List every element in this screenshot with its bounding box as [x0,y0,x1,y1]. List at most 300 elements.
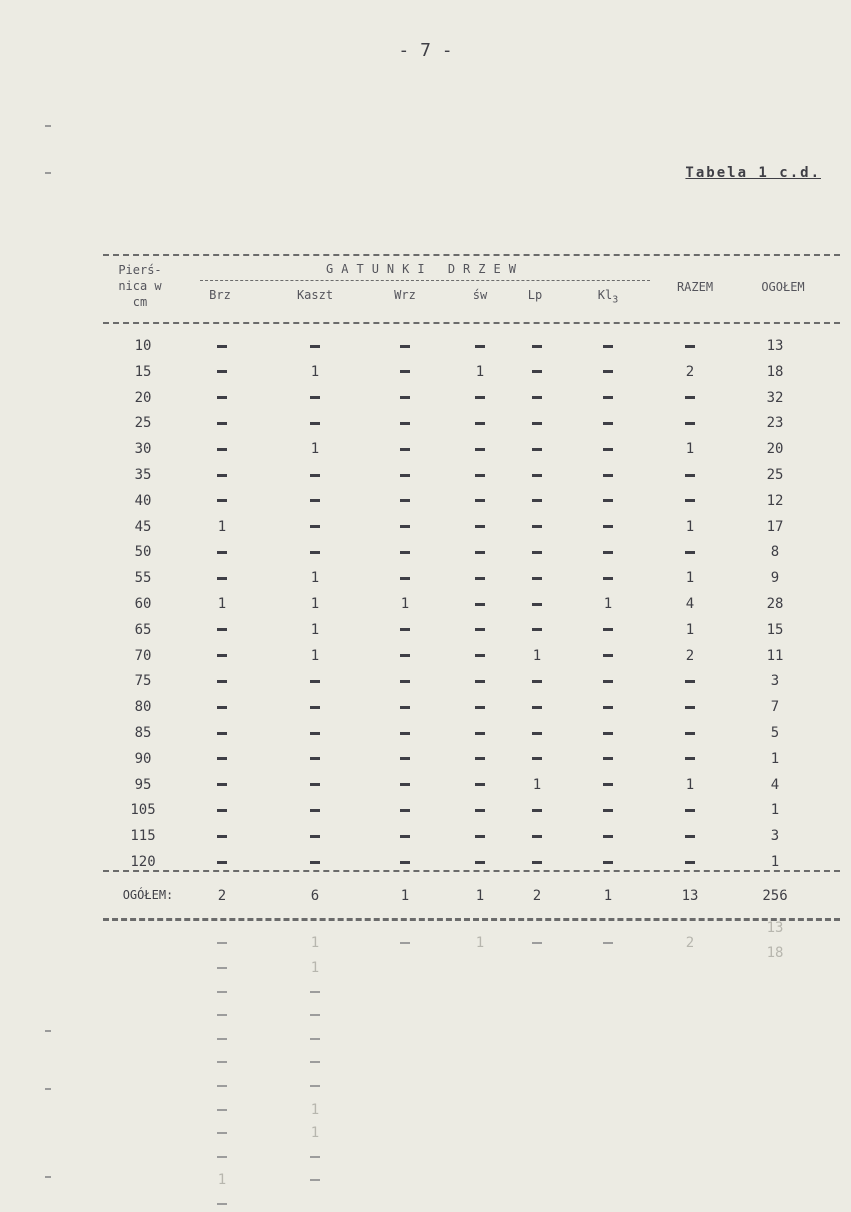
cell-lp [507,854,567,870]
row-diameter: 55 [134,570,152,587]
bleed-through-text [285,984,345,1000]
dash-mark [400,680,410,683]
cell-ogolem: 7 [770,699,780,716]
cell-razem [660,725,720,741]
cell-kaszt [285,519,345,535]
dash-mark [475,551,485,554]
bleed-through-text [578,935,638,951]
dash-mark [475,732,485,735]
cell-wrz [375,751,435,767]
dash-mark [603,551,613,554]
row-diameter: 95 [134,776,152,793]
dash-mark [532,577,542,580]
species-header-sw: św [472,288,488,302]
bleed-through-text [285,1054,345,1070]
dash-mark [532,474,542,477]
cell-razem [660,751,720,767]
cell-ogolem: 17 [766,518,784,535]
dash-mark [532,422,542,425]
cell-wrz [375,493,435,509]
species-header-kl-subscript: 3 [612,294,619,306]
cell-lp [507,364,567,380]
dash-mark [217,1014,227,1016]
dash-mark [217,991,227,993]
bleed-through-text: 18 [766,945,784,961]
cell-razem: 2 [685,363,695,380]
cell-razem [660,493,720,509]
cell-kaszt [285,699,345,715]
cell-kaszt [285,777,345,793]
cell-brz: 1 [217,518,227,535]
dash-mark [685,706,695,709]
cell-wrz [375,570,435,586]
cell-lp [507,570,567,586]
dash-mark [217,1203,227,1205]
species-header-kl [578,288,638,305]
cell-sw [450,622,510,638]
cell-wrz [375,673,435,689]
row-diameter: 40 [134,492,152,509]
cell-razem [660,802,720,818]
cell-sw [450,802,510,818]
cell-kaszt: 1 [310,441,320,458]
dash-mark [217,1085,227,1087]
total-wrz: 1 [400,888,410,904]
bleed-through-text [192,1054,252,1070]
bleed-through-text [192,984,252,1000]
dash-mark [217,422,227,425]
cell-brz [192,648,252,664]
cell-kl3 [578,699,638,715]
cell-sw [450,467,510,483]
bleed-through-text [192,1196,252,1212]
cell-kl3 [578,519,638,535]
cell-brz [192,699,252,715]
page-number: - 7 - [398,40,453,61]
dash-mark [400,628,410,631]
dash-mark [532,345,542,348]
cell-sw [450,493,510,509]
species-header-lp: Lp [527,288,543,302]
row-diameter: 90 [134,750,152,767]
dash-mark [400,499,410,502]
dash-mark [217,628,227,631]
cell-brz [192,854,252,870]
cell-kaszt [285,390,345,406]
bleed-through-text [285,1078,345,1094]
dash-mark [475,783,485,786]
cell-kl3 [578,570,638,586]
cell-brz [192,828,252,844]
dash-mark [400,835,410,838]
species-header-wrz: Wrz [394,288,416,302]
dash-mark [603,942,613,944]
row-diameter: 60 [134,596,152,612]
bleed-through-text [507,935,567,951]
dash-mark [217,861,227,864]
cell-brz [192,390,252,406]
cell-brz [192,415,252,431]
dash-mark [532,448,542,451]
cell-brz [192,622,252,638]
cell-kl3 [578,802,638,818]
header-bottom-rule [103,322,840,324]
cell-lp [507,519,567,535]
dash-mark [217,680,227,683]
cell-sw [450,338,510,354]
cell-brz [192,364,252,380]
cell-sw [450,570,510,586]
dash-mark [310,551,320,554]
dash-mark [603,680,613,683]
dash-mark [217,448,227,451]
punch-mark [45,1088,51,1090]
dash-mark [310,835,320,838]
dash-mark [685,474,695,477]
dash-mark [475,422,485,425]
dash-mark [310,1085,320,1087]
cell-wrz [375,828,435,844]
cell-razem: 1 [685,621,695,638]
dash-mark [685,396,695,399]
cell-kl3 [578,751,638,767]
dash-mark [685,861,695,864]
dash-mark [217,396,227,399]
cell-brz [192,338,252,354]
cell-kl3 [578,544,638,560]
dash-mark [400,551,410,554]
cell-ogolem: 8 [770,544,780,561]
dash-mark [217,967,227,969]
cell-wrz [375,519,435,535]
dash-mark [310,757,320,760]
cell-kl3 [578,415,638,431]
cell-ogolem: 18 [766,363,784,380]
species-header-kaszt: Kaszt [296,288,334,302]
cell-lp [507,828,567,844]
cell-kl3 [578,441,638,457]
cell-lp [507,596,567,612]
dash-mark [685,422,695,425]
cell-sw [450,854,510,870]
dash-mark [310,1156,320,1158]
cell-razem: 1 [685,570,695,587]
cell-sw [450,777,510,793]
cell-sw [450,751,510,767]
dash-mark [217,809,227,812]
diameter-column-header [110,262,170,310]
dash-mark [310,732,320,735]
cell-brz [192,467,252,483]
dash-mark [217,1061,227,1063]
dash-mark [217,757,227,760]
cell-ogolem: 9 [770,570,780,587]
punch-mark [45,1176,51,1178]
row-diameter: 70 [134,647,152,664]
total-bottom-rule [103,918,840,921]
cell-ogolem: 1 [770,750,780,767]
dash-mark [532,525,542,528]
bleed-through-text [285,1031,345,1047]
row-diameter: 85 [134,725,152,741]
cell-sw: 1 [475,363,485,380]
cell-sw [450,725,510,741]
dash-mark [400,706,410,709]
cell-razem [660,467,720,483]
row-diameter: 65 [134,621,152,638]
cell-razem: 1 [685,441,695,458]
dash-mark [685,835,695,838]
cell-kl3 [578,828,638,844]
dash-mark [532,706,542,709]
dash-mark [532,861,542,864]
cell-lp [507,699,567,715]
razem-header: RAZEM [676,280,714,294]
bleed-through-text [285,1007,345,1023]
species-header-brz: Brz [209,288,231,302]
dash-mark [217,706,227,709]
total-label: OGÓŁEM: [122,888,174,902]
cell-kaszt [285,802,345,818]
row-diameter: 50 [134,544,152,561]
dash-mark [475,448,485,451]
cell-kaszt [285,828,345,844]
cell-lp [507,441,567,457]
dash-mark [475,706,485,709]
bleed-through-text: 1 [310,935,320,951]
cell-razem [660,544,720,560]
dash-mark [310,422,320,425]
dash-mark [603,783,613,786]
species-header-kl-text: Kl [597,288,613,302]
cell-kl3 [578,493,638,509]
cell-lp: 1 [532,776,542,793]
dash-mark [603,654,613,657]
row-diameter: 115 [130,828,156,845]
dash-mark [532,757,542,760]
cell-wrz [375,802,435,818]
dash-mark [532,551,542,554]
cell-razem [660,338,720,354]
cell-kaszt: 1 [310,570,320,587]
cell-ogolem: 13 [766,338,784,354]
cell-ogolem: 23 [766,415,784,432]
cell-wrz [375,725,435,741]
table-title: Tabela 1 c.d. [685,165,821,181]
cell-kaszt [285,725,345,741]
dash-mark [532,732,542,735]
dash-mark [310,991,320,993]
cell-razem: 1 [685,518,695,535]
cell-kaszt: 1 [310,621,320,638]
dash-mark [400,577,410,580]
cell-razem: 4 [685,596,695,612]
cell-razem [660,828,720,844]
dash-mark [685,732,695,735]
cell-kl3: 1 [603,596,613,612]
dash-mark [603,448,613,451]
dash-mark [217,1156,227,1158]
dash-mark [310,396,320,399]
cell-lp [507,338,567,354]
cell-kl3 [578,648,638,664]
cell-kl3 [578,622,638,638]
cell-ogolem: 4 [770,776,780,793]
cell-ogolem: 5 [770,725,780,741]
row-diameter: 20 [134,389,152,406]
cell-kaszt: 1 [310,363,320,380]
cell-kaszt [285,467,345,483]
dash-mark [400,448,410,451]
punch-mark [45,172,51,174]
cell-kaszt [285,493,345,509]
cell-wrz [375,364,435,380]
total-brz: 2 [217,888,227,904]
dash-mark [532,396,542,399]
cell-brz [192,544,252,560]
cell-razem: 1 [685,776,695,793]
dash-mark [217,1109,227,1111]
dash-mark [603,499,613,502]
cell-ogolem: 28 [766,596,784,612]
dash-mark [475,628,485,631]
dash-mark [603,809,613,812]
cell-razem [660,854,720,870]
dash-mark [400,474,410,477]
cell-ogolem: 20 [766,441,784,458]
dash-mark [603,474,613,477]
bleed-through-text: 13 [766,920,784,936]
cell-brz [192,673,252,689]
dash-mark [685,680,695,683]
dash-mark [603,628,613,631]
dash-mark [603,422,613,425]
dash-mark [475,809,485,812]
dash-mark [603,525,613,528]
dash-mark [310,1038,320,1040]
dash-mark [475,474,485,477]
row-diameter: 120 [130,854,156,870]
dash-mark [217,654,227,657]
dash-mark [685,757,695,760]
cell-lp [507,673,567,689]
dash-mark [685,551,695,554]
dash-mark [475,525,485,528]
cell-razem: 2 [685,647,695,664]
cell-sw [450,441,510,457]
dash-mark [603,345,613,348]
cell-sw [450,415,510,431]
dash-mark [217,370,227,373]
row-diameter: 105 [130,802,156,819]
row-diameter: 80 [134,699,152,716]
cell-wrz [375,544,435,560]
cell-ogolem: 32 [766,389,784,406]
table-top-rule [103,254,840,256]
dash-mark [603,732,613,735]
cell-kaszt [285,415,345,431]
cell-sw [450,544,510,560]
cell-lp [507,544,567,560]
dash-mark [310,809,320,812]
dash-mark [400,861,410,864]
cell-lp [507,725,567,741]
dash-mark [310,525,320,528]
dash-mark [603,835,613,838]
bleed-through-text: 1 [475,935,485,951]
cell-sw [450,828,510,844]
dash-mark [310,783,320,786]
dash-mark [603,577,613,580]
dash-mark [475,603,485,606]
row-diameter: 10 [134,338,152,354]
total-lp: 2 [532,888,542,904]
cell-razem [660,699,720,715]
dash-mark [217,499,227,502]
dash-mark [400,396,410,399]
bleed-through-text [375,935,435,951]
cell-brz [192,725,252,741]
cell-wrz [375,338,435,354]
dash-mark [532,942,542,944]
bleed-through-text [192,1031,252,1047]
cell-ogolem: 11 [766,647,784,664]
punch-mark [45,125,51,127]
bleed-through-text: 1 [217,1172,227,1189]
dash-mark [532,809,542,812]
dash-mark [217,732,227,735]
cell-brz [192,493,252,509]
dash-mark [400,345,410,348]
dash-mark [475,499,485,502]
dash-mark [217,345,227,348]
bleed-through-text [192,1007,252,1023]
cell-kl3 [578,390,638,406]
dash-mark [310,474,320,477]
dash-mark [217,942,227,944]
dash-mark [603,396,613,399]
cell-ogolem: 1 [770,802,780,819]
cell-kaszt [285,673,345,689]
cell-brz [192,441,252,457]
dash-mark [685,499,695,502]
cell-kl3 [578,854,638,870]
bleed-through-text [285,1149,345,1165]
cell-lp: 1 [532,647,542,664]
cell-kl3 [578,725,638,741]
cell-kaszt [285,854,345,870]
dash-mark [400,654,410,657]
dash-mark [603,757,613,760]
cell-sw [450,390,510,406]
total-kl3: 1 [603,888,613,904]
dash-mark [475,396,485,399]
cell-wrz [375,441,435,457]
header-line: cm [132,295,148,309]
total-kaszt: 6 [310,888,320,904]
bleed-through-text [192,960,252,976]
dash-mark [217,783,227,786]
bleed-through-text [192,935,252,951]
dash-mark [685,345,695,348]
cell-wrz: 1 [400,596,410,612]
dash-mark [310,345,320,348]
row-diameter: 35 [134,467,152,483]
dash-mark [532,370,542,373]
cell-ogolem: 25 [766,467,784,483]
cell-ogolem: 15 [766,621,784,638]
cell-brz [192,802,252,818]
